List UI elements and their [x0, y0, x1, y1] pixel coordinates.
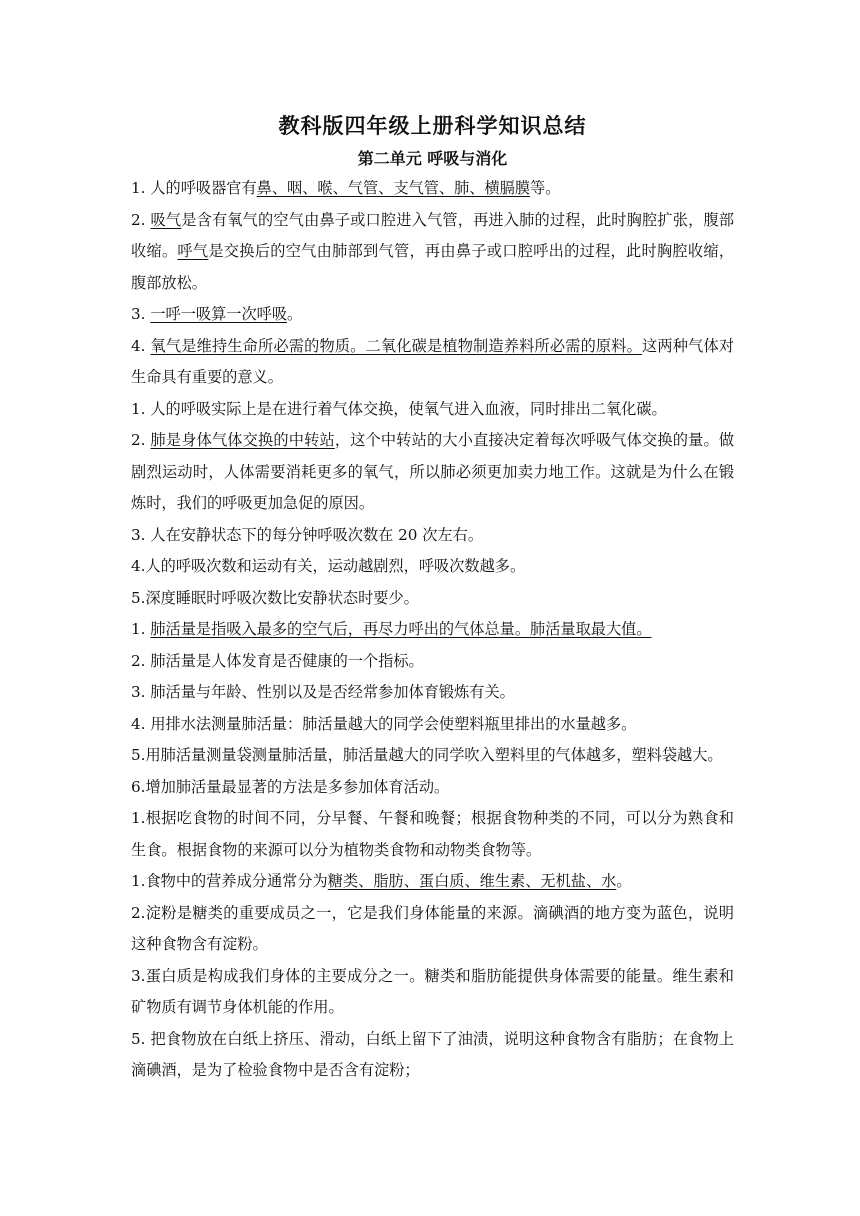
paragraph — [131, 961, 734, 1024]
text-run: 1. 人的呼吸实际上是在进行着气体交换，使氧气进入血液，同时排出二氧化碳。 — [131, 399, 667, 418]
paragraph — [131, 520, 734, 552]
text-run: 3. — [131, 305, 151, 323]
text-run: 1.根据吃食物的时间不同，分早餐、午餐和晚餐；根据食物种类的不同，可以分为熟食和生食。根据食物的来源可以分为植物类食物和动物类食物等。 — [131, 809, 734, 859]
underlined-text: 吸气 — [150, 210, 182, 229]
text-run: 5. 把食物放在白纸上挤压、滑动，白纸上留下了油渍，说明这种食物含有脂肪；在食物上滴碘酒，是为了检验食物中是否含有淀粉； — [131, 1029, 734, 1079]
paragraph — [131, 1024, 734, 1087]
text-run: 2. — [131, 210, 151, 229]
text-run: 4. 用排水法测量肺活量：肺活量越大的同学会使塑料瓶里排出的水量越多。 — [131, 714, 637, 733]
paragraph — [131, 677, 734, 709]
paragraph — [131, 772, 734, 804]
paragraph — [131, 646, 734, 678]
text-run: 1. 人的呼吸器官有 — [131, 179, 257, 197]
paragraph — [131, 583, 734, 615]
paragraph — [131, 394, 734, 426]
text-run: 3.蛋白质是构成我们身体的主要成分之一。糖类和脂肪能提供身体需要的能量。维生素和矿物质有调节身体机能的作用。 — [131, 966, 734, 1016]
document-body — [131, 173, 734, 1087]
document-page — [131, 110, 734, 1087]
underlined-text: 肺是身体气体交换的中转站 — [150, 431, 335, 449]
paragraph — [131, 299, 734, 331]
text-run: 。 — [287, 305, 303, 323]
text-run: 5.深度睡眠时呼吸次数比安静状态时要少。 — [131, 588, 419, 607]
paragraph — [131, 898, 734, 961]
paragraph — [131, 866, 734, 898]
text-run: ，这个中转站的大小直接决定着每次呼吸气体交换的量。做剧烈运动时，人体需要消耗更多的氧气，所以肺必须更加卖力地工作。这就是为什么在锻炼时，我们的呼吸更加急促的原因。 — [131, 431, 735, 512]
paragraph — [131, 614, 734, 646]
paragraph — [131, 205, 734, 300]
paragraph — [131, 425, 734, 520]
text-run: 1. — [131, 620, 151, 638]
text-run: 4.人的呼吸次数和运动有关，运动越剧烈，呼吸次数越多。 — [131, 557, 526, 575]
text-run: 是交换后的空气由肺部到气管，再由鼻子或口腔呼出的过程，此时胸腔收缩，腹部放松。 — [131, 242, 734, 292]
paragraph — [131, 740, 734, 772]
text-run: 2. — [131, 431, 151, 449]
text-run: 4. — [131, 336, 151, 355]
underlined-text: 氧气是维持生命所必需的物质。二氧化碳是植物制造养料所必需的原料。 — [150, 336, 643, 355]
text-run: 5.用肺活量测量袋测量肺活量，肺活量越大的同学吹入塑料里的气体越多，塑料袋越大。 — [131, 746, 723, 764]
text-run: 这两种气体对生命具有重要的意义。 — [131, 336, 735, 386]
text-run: 等。 — [530, 179, 561, 197]
underlined-text: 肺活量是指吸入最多的空气后，再尽力呼出的气体总量。肺活量取最大值。 — [150, 620, 652, 638]
paragraph — [131, 173, 734, 205]
text-run: 6.增加肺活量最显著的方法是多参加体育活动。 — [131, 777, 450, 796]
document-title: 教科版四年级上册科学知识总结 — [278, 114, 587, 138]
underlined-text: 糖类、脂肪、蛋白质、维生素、无机盐、水 — [327, 872, 617, 890]
text-run: 是含有氧气的空气由鼻子或口腔进入气管，再进入肺的过程，此时胸腔扩张，腹部收缩。 — [131, 210, 735, 260]
paragraph — [131, 331, 734, 394]
unit-heading: 第二单元 呼吸与消化 — [357, 149, 508, 168]
underlined-text: 一呼一吸算一次呼吸 — [150, 305, 288, 323]
text-run: 2. 肺活量是人体发育是否健康的一个指标。 — [131, 651, 424, 670]
paragraph — [131, 709, 734, 741]
underlined-text: 呼气 — [177, 242, 209, 260]
paragraph — [131, 803, 734, 866]
text-run: 。 — [616, 872, 632, 890]
text-run: 3. 人在安静状态下的每分钟呼吸次数在 20 次左右。 — [131, 525, 484, 544]
text-run: 3. 肺活量与年龄、性别以及是否经常参加体育锻炼有关。 — [131, 683, 515, 701]
text-run: 1.食物中的营养成分通常分为 — [131, 872, 328, 890]
paragraph — [131, 551, 734, 583]
text-run: 2.淀粉是糖类的重要成员之一，它是我们身体能量的来源。滴碘酒的地方变为蓝色，说明这种食物含有淀粉。 — [131, 903, 734, 953]
underlined-text: 鼻、咽、喉、气管、支气管、肺、横膈膜 — [256, 179, 531, 197]
